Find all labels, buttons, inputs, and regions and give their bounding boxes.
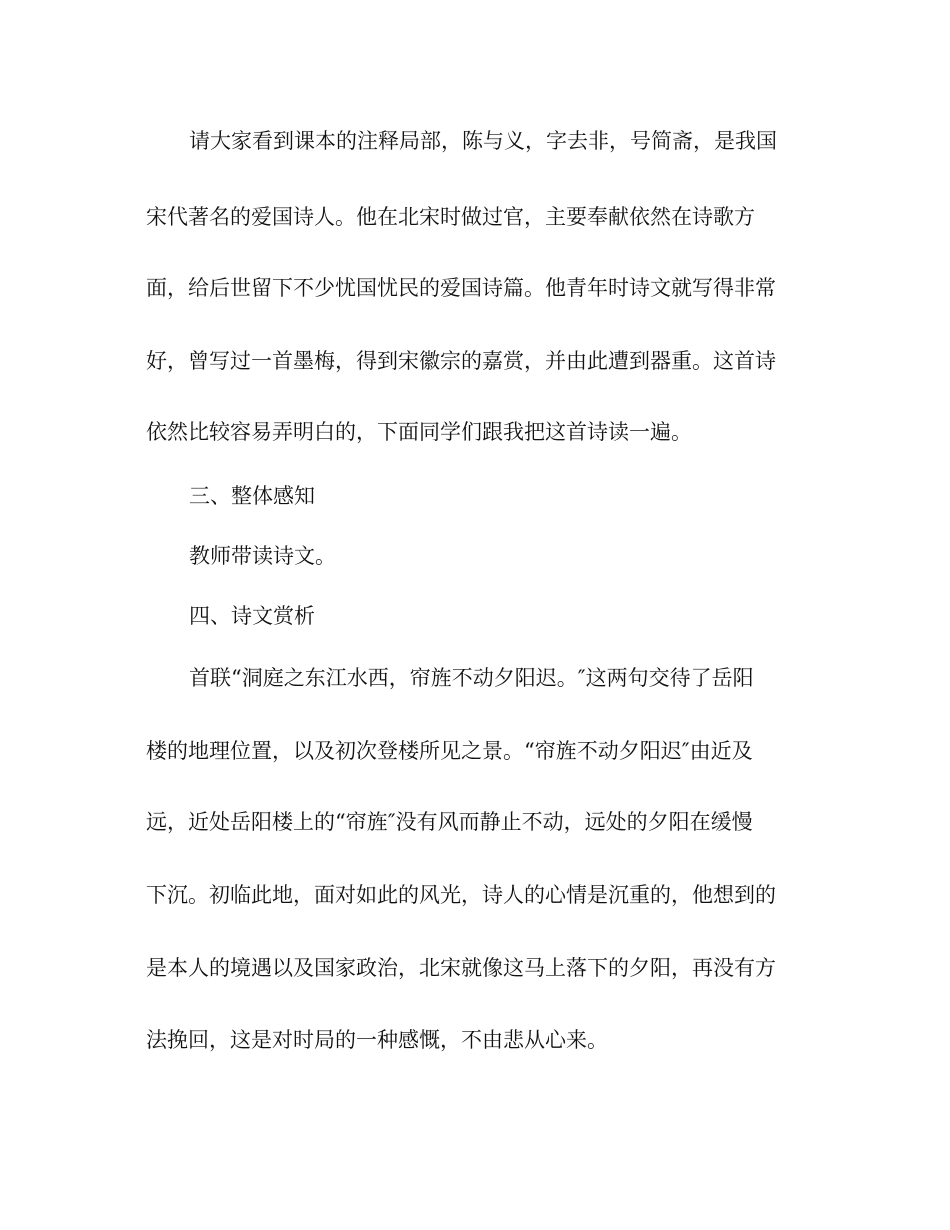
- paragraph-1-line-4: 好，曾写过一首墨梅，得到宋徽宗的嘉赏，并由此遭到器重。这首诗: [146, 349, 776, 373]
- paragraph-1-line-3: 面，给后世留下不少忧国忧民的爱国诗篇。他青年时诗文就写得非常: [146, 276, 776, 300]
- paragraph-2-line-5: 是本人的境遇以及国家政治，北宋就像这马上落下的夕阳，再没有方: [146, 956, 776, 980]
- paragraph-1-line-2: 宋代著名的爱国诗人。他在北宋时做过官，主要奉献依然在诗歌方: [146, 205, 755, 229]
- paragraph-2-line-3: 远，近处岳阳楼上的“帘旌″没有风而静止不动，远处的夕阳在缓慢: [146, 810, 753, 834]
- paragraph-2-line-1: 首联“洞庭之东江水西，帘旌不动夕阳迟。″这两句交待了岳阳: [189, 666, 754, 690]
- paragraph-2-line-2: 楼的地理位置，以及初次登楼所见之景。“帘旌不动夕阳迟″由近及: [146, 739, 753, 763]
- section-heading-overall-perception: 三、整体感知: [189, 484, 315, 508]
- paragraph-1-line-1: 请大家看到课本的注释局部，陈与义，字去非，号简斋，是我国: [189, 129, 777, 153]
- paragraph-1-line-5: 依然比较容易弄明白的，下面同学们跟我把这首诗读一遍。: [146, 420, 692, 444]
- paragraph-teacher-reading: 教师带读诗文。: [189, 544, 336, 568]
- paragraph-2-line-6: 法挽回，这是对时局的一种感慨，不由悲从心来。: [146, 1028, 608, 1052]
- paragraph-2-line-4: 下沉。初临此地，面对如此的风光，诗人的心情是沉重的，他想到的: [146, 883, 776, 907]
- section-heading-poem-appreciation: 四、诗文赏析: [189, 604, 315, 628]
